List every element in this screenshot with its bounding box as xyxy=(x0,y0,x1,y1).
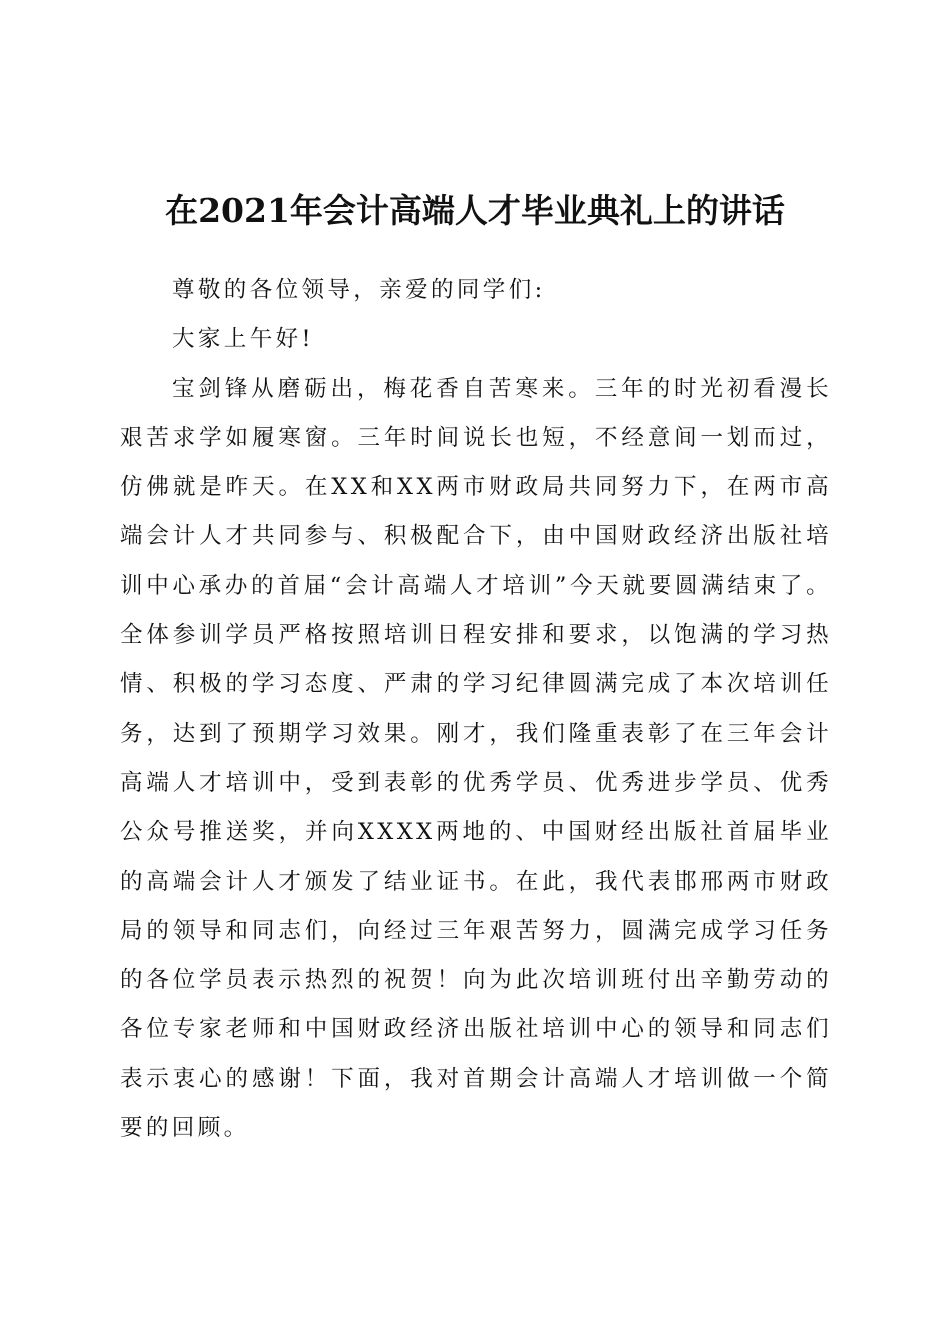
document-title: 在2021年会计高端人才毕业典礼上的讲话 xyxy=(165,191,785,230)
document-body xyxy=(120,266,832,1153)
greeting-paragraph: 大家上午好! xyxy=(172,326,314,353)
body-paragraph: 宝剑锋从磨砺出，梅花香自苦寒来。三年的时光初看漫长艰苦求学如履寒窗。三年时间说长也短，不经意间一划而过，仿佛就是昨天。在XX和XX两市财政局共同努力下，在两市高端会计人才共同参与、积极配合下，由中国财政经济出版社培训中心承办的首届“会计高端人才培训”今天就要圆满结束了。全体参训学员严格按照培训日程安排和要求，以饱满的学习热情、积极的学习态度、严肃的学习纪律圆满完成了本次培训任务，达到了预期学习效果。刚才，我们隆重表彰了在三年会计高端人才培训中，受到表彰的优秀学员、优秀进步学员、优秀公众号推送奖，并向XXXX两地的、中国财经出版社首届毕业的高端会计人才颁发了结业证书。在此，我代表邯邢两市财政局的领导和同志们，向经过三年艰苦努力，圆满完成学习任务的各位学员表示热烈的祝贺！向为此次培训班付出辛勤劳动的各位专家老师和中国财政经济出版社培训中心的领导和同志们表示衷心的感谢！下面，我对首期会计高端人才培训做一个简要的回顾。 xyxy=(120,375,832,1142)
salutation-paragraph: 尊敬的各位领导，亲爱的同学们: xyxy=(172,277,546,303)
